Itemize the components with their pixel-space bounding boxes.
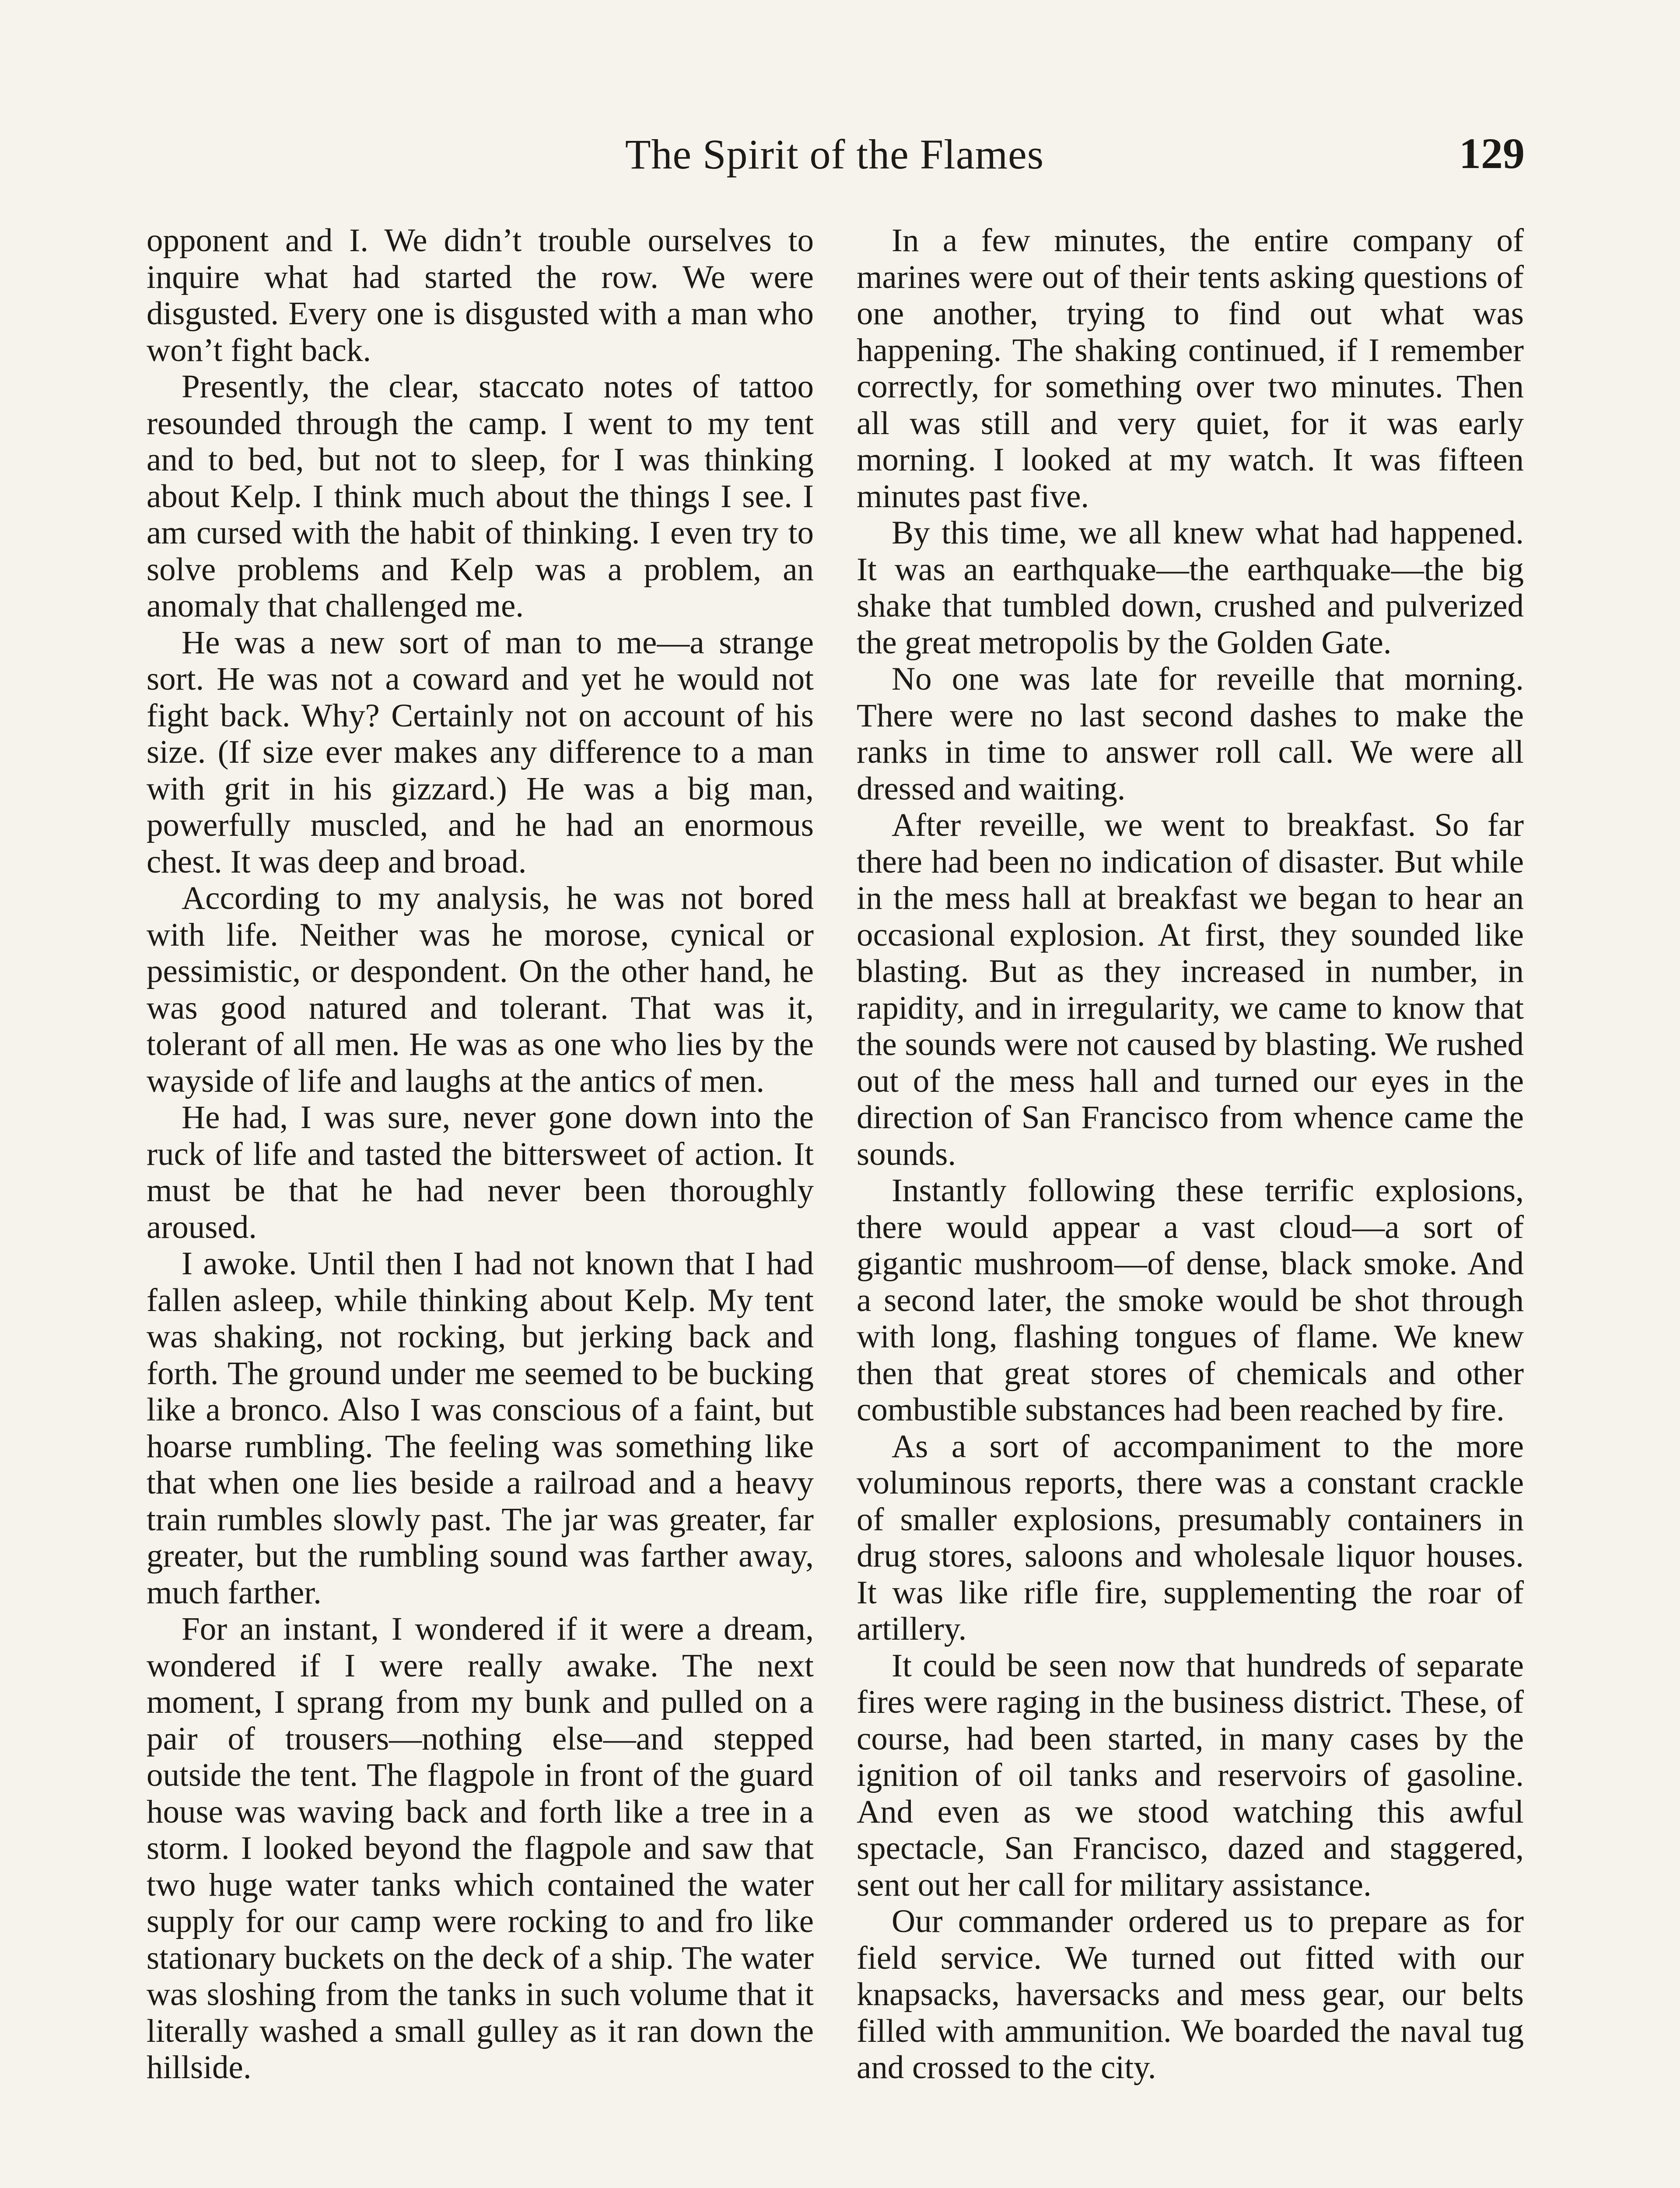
paragraph: opponent and I. We didn’t trouble ourselves to inquire what had started the row. We were disgusted. Every one is disgusted with a man who won’t fight back. [147,222,814,368]
paragraph: As a sort of accompaniment to the more voluminous reports, there was a constant crackle of smaller explosions, presumably containers in drug stores, saloons and wholesale liquor houses. It was like rifle fire, supplementing the roar of artillery. [857,1428,1524,1647]
paragraph: He had, I was sure, never gone down into the ruck of life and tasted the bittersweet of action. It must be that he had never been thoroughly aroused. [147,1099,814,1245]
page-header [144,125,1525,190]
paragraph: No one was late for reveille that morning. There were no last second dashes to make the ranks in time to answer roll call. We were all dressed and waiting. [857,661,1524,807]
right-column [857,222,1524,2086]
paragraph: By this time, we all knew what had happened. It was an earthquake—the earthquake—the big shake that tumbled down, crushed and pulverized the great metropolis by the Golden Gate. [857,515,1524,661]
paragraph: Our commander ordered us to prepare as for field service. We turned out fitted with our knapsacks, haversacks and mess gear, our belts filled with ammunition. We boarded the naval tug and crossed to the city. [857,1903,1524,2086]
page-number: 129 [1459,129,1525,178]
paragraph: For an instant, I wondered if it were a dream, wondered if I were really awake. The next moment, I sprang from my bunk and pulled on a pair of trousers—nothing else—and stepped outside the tent. The flagpole in front of the guard house was waving back and forth like a tree in a storm. I looked beyond the flagpole and saw that two huge water tanks which contained the water supply for our camp were rocking to and fro like stationary buckets on the deck of a ship. The water was sloshing from the tanks in such volume that it literally washed a small gulley as it ran down the hillside. [147,1611,814,2086]
running-title: The Spirit of the Flames [625,131,1044,178]
paragraph: Presently, the clear, staccato notes of tattoo resounded through the camp. I went to my tent and to bed, but not to sleep, for I was thinking about Kelp. I think much about the things I see. I am cursed with the habit of thinking. I even try to solve problems and Kelp was a problem, an anomaly that challenged me. [147,368,814,624]
paragraph: According to my analysis, he was not bored with life. Neither was he morose, cynical or pessimistic, or despondent. On the other hand, he was good natured and tolerant. That was it, tolerant of all men. He was as one who lies by the wayside of life and laughs at the antics of men. [147,880,814,1099]
paragraph: After reveille, we went to breakfast. So far there had been no indication of disaster. But while in the mess hall at breakfast we began to hear an occasional explosion. At first, they sounded like blasting. But as they increased in number, in rapidity, and in irregularity, we came to know that the sounds were not caused by blasting. We rushed out of the mess hall and turned our eyes in the direction of San Francisco from whence came the sounds. [857,807,1524,1172]
paragraph: I awoke. Until then I had not known that I had fallen asleep, while thinking about Kelp. My tent was shaking, not rocking, but jerking back and forth. The ground under me seemed to be bucking like a bronco. Also I was conscious of a faint, but hoarse rumbling. The feeling was something like that when one lies beside a railroad and a heavy train rumbles slowly past. The jar was greater, far greater, but the rumbling sound was farther away, much farther. [147,1245,814,1611]
paragraph: In a few minutes, the entire company of marines were out of their tents asking questions of one another, trying to find out what was happening. The shaking continued, if I remember correctly, for something over two minutes. Then all was still and very quiet, for it was early morning. I looked at my watch. It was fifteen minutes past five. [857,222,1524,515]
left-column [147,222,814,2086]
paragraph: He was a new sort of man to me—a strange sort. He was not a coward and yet he would not fight back. Why? Certainly not on account of his size. (If size ever makes any difference to a man with grit in his gizzard.) He was a big man, powerfully muscled, and he had an enormous chest. It was deep and broad. [147,624,814,880]
paragraph: It could be seen now that hundreds of separate fires were raging in the business district. These, of course, had been started, in many cases by the ignition of oil tanks and reservoirs of gasoline. And even as we stood watching this awful spectacle, San Francisco, dazed and staggered, sent out her call for military assistance. [857,1647,1524,1903]
paragraph: Instantly following these terrific explosions, there would appear a vast cloud—a sort of gigantic mushroom—of dense, black smoke. And a second later, the smoke would be shot through with long, flashing tongues of flame. We knew then that great stores of chemicals and other combustible substances had been reached by fire. [857,1172,1524,1428]
